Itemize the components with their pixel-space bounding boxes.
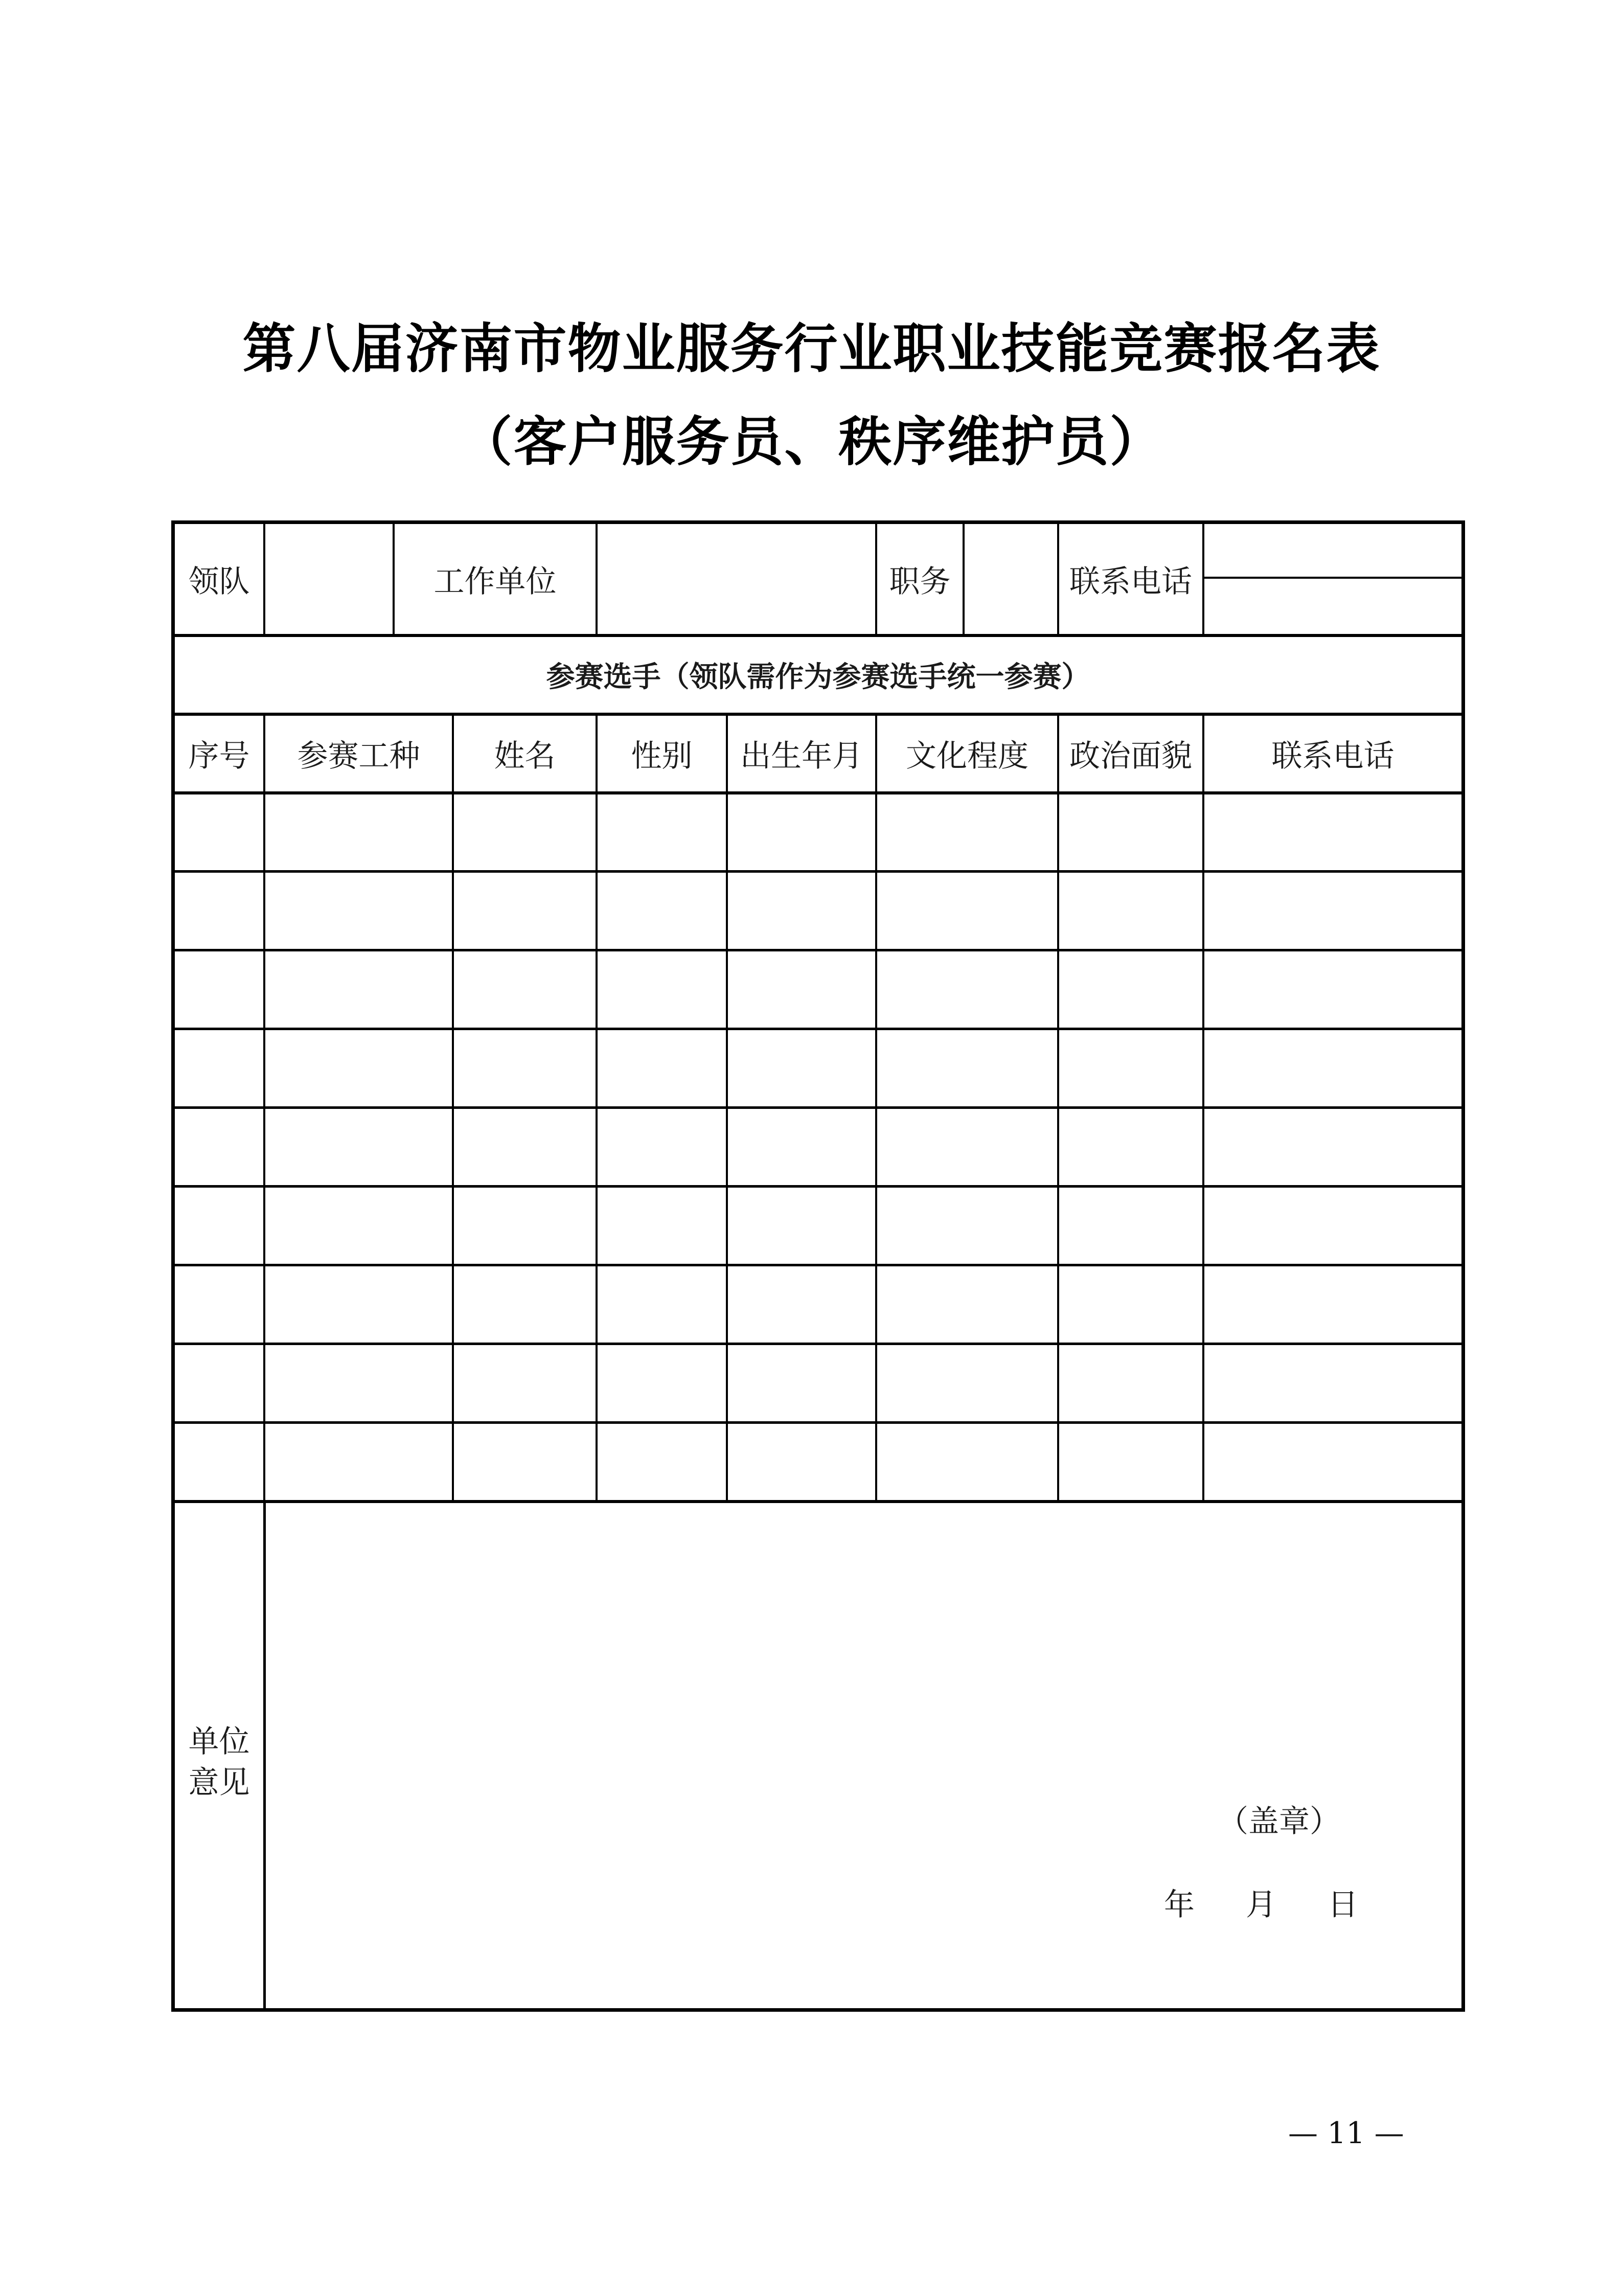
table-row-6-birth-date[interactable] bbox=[728, 1188, 875, 1264]
table-row-4-political-status[interactable] bbox=[1059, 1030, 1202, 1106]
participants-section-title: 参赛选手（领队需作为参赛选手统一参赛） bbox=[546, 661, 1090, 694]
unit-opinion-label-line2: 意见 bbox=[188, 1765, 250, 1801]
form-subtitle: （客户服务员、秩序维护员） bbox=[459, 411, 1164, 473]
column-header-name: 姓名 bbox=[494, 738, 556, 774]
table-row-2-gender[interactable] bbox=[598, 873, 726, 949]
work-unit-label: 工作单位 bbox=[433, 563, 557, 600]
table-row-3-gender[interactable] bbox=[598, 951, 726, 1028]
work-unit-field[interactable] bbox=[598, 524, 875, 634]
date-line bbox=[1164, 1880, 1358, 1924]
table-row-5-political-status[interactable] bbox=[1059, 1109, 1202, 1185]
column-header-gender: 性别 bbox=[631, 738, 693, 774]
table-row-2-political-status[interactable] bbox=[1059, 873, 1202, 949]
table-row-8-index[interactable] bbox=[175, 1345, 263, 1421]
table-row-6-phone[interactable] bbox=[1204, 1188, 1461, 1264]
table-row-7-index[interactable] bbox=[175, 1266, 263, 1343]
table-row-5-index[interactable] bbox=[175, 1109, 263, 1185]
table-row-4-phone[interactable] bbox=[1204, 1030, 1461, 1106]
table-row-4-name[interactable] bbox=[454, 1030, 596, 1106]
table-row-1-education[interactable] bbox=[877, 794, 1057, 870]
leader-phone-field-1[interactable] bbox=[1204, 524, 1461, 577]
table-row-9-gender[interactable] bbox=[598, 1424, 726, 1500]
table-row-8-gender[interactable] bbox=[598, 1345, 726, 1421]
date-year-label: 年 bbox=[1164, 1887, 1195, 1923]
table-row-9-political-status[interactable] bbox=[1059, 1424, 1202, 1500]
table-row-6-index[interactable] bbox=[175, 1188, 263, 1264]
table-row-5-gender[interactable] bbox=[598, 1109, 726, 1185]
table-row-1-phone[interactable] bbox=[1204, 794, 1461, 870]
table-row-7-name[interactable] bbox=[454, 1266, 596, 1343]
table-row-6-education[interactable] bbox=[877, 1188, 1057, 1264]
table-row-6-political-status[interactable] bbox=[1059, 1188, 1202, 1264]
table-row-3-phone[interactable] bbox=[1204, 951, 1461, 1028]
table-row-7-phone[interactable] bbox=[1204, 1266, 1461, 1343]
leader-phone-label: 联系电话 bbox=[1069, 563, 1192, 600]
leader-phone-field-2[interactable] bbox=[1204, 579, 1461, 634]
table-row-6-gender[interactable] bbox=[598, 1188, 726, 1264]
table-row-1-gender[interactable] bbox=[598, 794, 726, 870]
column-header-education: 文化程度 bbox=[906, 738, 1028, 774]
date-month-label: 月 bbox=[1246, 1887, 1276, 1923]
registration-form-table bbox=[171, 520, 1465, 2012]
table-row-7-political-status[interactable] bbox=[1059, 1266, 1202, 1343]
table-row-3-event-type[interactable] bbox=[265, 951, 452, 1028]
table-row-7-education[interactable] bbox=[877, 1266, 1057, 1343]
table-row-1-event-type[interactable] bbox=[265, 794, 452, 870]
table-row-5-name[interactable] bbox=[454, 1109, 596, 1185]
table-row-2-index[interactable] bbox=[175, 873, 263, 949]
table-row-8-education[interactable] bbox=[877, 1345, 1057, 1421]
table-row-9-name[interactable] bbox=[454, 1424, 596, 1500]
table-row-1-political-status[interactable] bbox=[1059, 794, 1202, 870]
table-row-4-birth-date[interactable] bbox=[728, 1030, 875, 1106]
table-row-2-education[interactable] bbox=[877, 873, 1057, 949]
table-row-3-index[interactable] bbox=[175, 951, 263, 1028]
table-row-3-education[interactable] bbox=[877, 951, 1057, 1028]
unit-opinion-label bbox=[175, 1721, 263, 1803]
leader-name-field[interactable] bbox=[265, 524, 393, 634]
table-row-1-name[interactable] bbox=[454, 794, 596, 870]
table-row-2-event-type[interactable] bbox=[265, 873, 452, 949]
table-row-6-name[interactable] bbox=[454, 1188, 596, 1264]
table-row-1-index[interactable] bbox=[175, 794, 263, 870]
table-row-3-name[interactable] bbox=[454, 951, 596, 1028]
position-label: 职务 bbox=[889, 563, 951, 600]
position-field[interactable] bbox=[965, 524, 1057, 634]
table-row-7-gender[interactable] bbox=[598, 1266, 726, 1343]
table-row-6-event-type[interactable] bbox=[265, 1188, 452, 1264]
unit-opinion-field[interactable] bbox=[266, 1503, 1461, 2012]
table-row-4-education[interactable] bbox=[877, 1030, 1057, 1106]
table-row-2-name[interactable] bbox=[454, 873, 596, 949]
table-row-8-event-type[interactable] bbox=[265, 1345, 452, 1421]
table-row-5-birth-date[interactable] bbox=[728, 1109, 875, 1185]
column-header-index: 序号 bbox=[188, 738, 250, 774]
table-row-7-event-type[interactable] bbox=[265, 1266, 452, 1343]
table-row-3-birth-date[interactable] bbox=[728, 951, 875, 1028]
form-title: 第八届济南市物业服务行业职业技能竞赛报名表 bbox=[242, 317, 1381, 380]
page-number: — 11 — bbox=[1288, 2116, 1404, 2150]
table-row-8-phone[interactable] bbox=[1204, 1345, 1461, 1421]
table-row-1-birth-date[interactable] bbox=[728, 794, 875, 870]
table-row-5-event-type[interactable] bbox=[265, 1109, 452, 1185]
table-row-8-political-status[interactable] bbox=[1059, 1345, 1202, 1421]
leader-label: 领队 bbox=[188, 563, 250, 600]
unit-opinion-label-line1: 单位 bbox=[188, 1724, 250, 1760]
column-header-phone: 联系电话 bbox=[1271, 738, 1395, 774]
table-row-9-event-type[interactable] bbox=[265, 1424, 452, 1500]
column-header-political-status: 政治面貌 bbox=[1069, 738, 1192, 774]
column-header-event-type: 参赛工种 bbox=[297, 738, 420, 774]
table-row-4-event-type[interactable] bbox=[265, 1030, 452, 1106]
table-row-8-name[interactable] bbox=[454, 1345, 596, 1421]
table-row-8-birth-date[interactable] bbox=[728, 1345, 875, 1421]
table-row-7-birth-date[interactable] bbox=[728, 1266, 875, 1343]
table-row-5-education[interactable] bbox=[877, 1109, 1057, 1185]
table-row-9-phone[interactable] bbox=[1204, 1424, 1461, 1500]
table-row-2-phone[interactable] bbox=[1204, 873, 1461, 949]
table-row-4-gender[interactable] bbox=[598, 1030, 726, 1106]
table-row-9-index[interactable] bbox=[175, 1424, 263, 1500]
stamp-label: （盖章） bbox=[1218, 1804, 1340, 1839]
table-row-9-birth-date[interactable] bbox=[728, 1424, 875, 1500]
column-header-birth-date: 出生年月 bbox=[740, 738, 863, 774]
table-row-9-education[interactable] bbox=[877, 1424, 1057, 1500]
table-row-3-political-status[interactable] bbox=[1059, 951, 1202, 1028]
table-row-4-index[interactable] bbox=[175, 1030, 263, 1106]
table-row-2-birth-date[interactable] bbox=[728, 873, 875, 949]
table-row-5-phone[interactable] bbox=[1204, 1109, 1461, 1185]
date-day-label: 日 bbox=[1328, 1887, 1358, 1923]
